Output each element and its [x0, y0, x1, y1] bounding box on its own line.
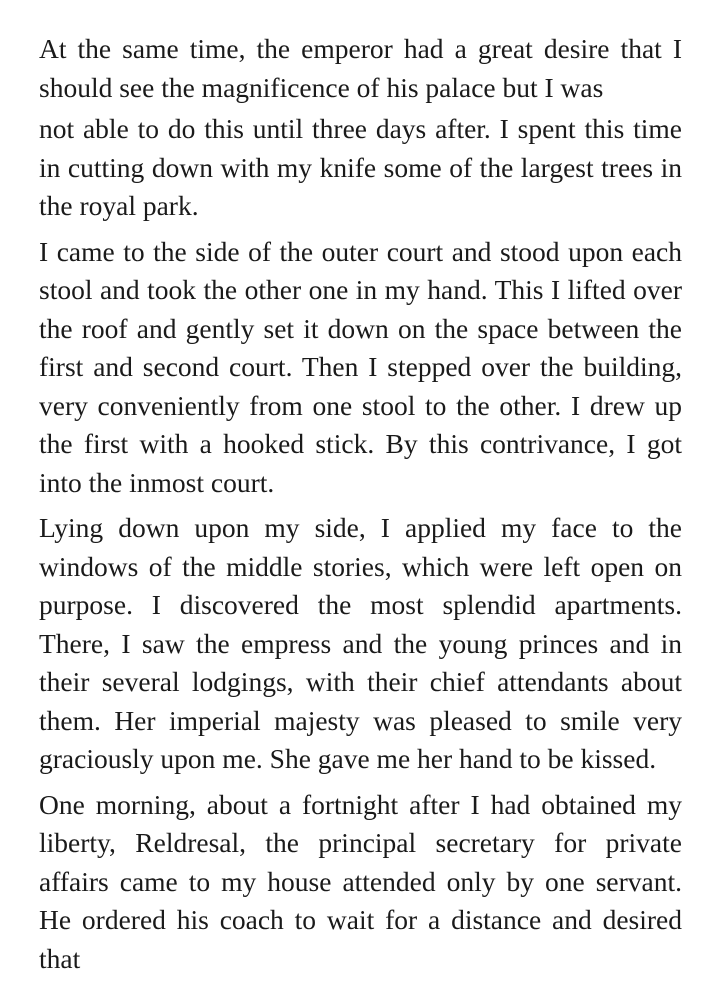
paragraph-4: Lying down upon my side, I applied my face to the windows of the middle stories, which were left open on purpose. I discovered the most splendid apartments. There, I saw the empress and the young princes and in their several lodgings, with their chief attendants about them. Her imperial majesty was pleased to smile very graciously upon me. She gave me her hand to be kissed.: [39, 512, 682, 774]
document-page: [39, 30, 682, 978]
paragraph-2: not able to do this until three days after. I spent this time in cutting down with my knife some of the largest trees in the royal park.: [39, 113, 682, 221]
paragraph-1: At the same time, the emperor had a great desire that I should see the magnificence of his palace but I was: [39, 33, 682, 103]
paragraph-5: One morning, about a fortnight after I had obtained my liberty, Reldresal, the principal secretary for private affairs came to my house attended only by one servant. He ordered his coach to wait for a distance and desired that: [39, 788, 682, 974]
paragraph-3: I came to the side of the outer court and stood upon each stool and took the other one in my hand. This I lifted over the roof and gently set it down on the space between the first and second court. Then I stepped over the building, very conveniently from one stool to the other. I drew up the first with a hooked stick. By this contrivance, I got into the inmost court.: [39, 235, 682, 498]
